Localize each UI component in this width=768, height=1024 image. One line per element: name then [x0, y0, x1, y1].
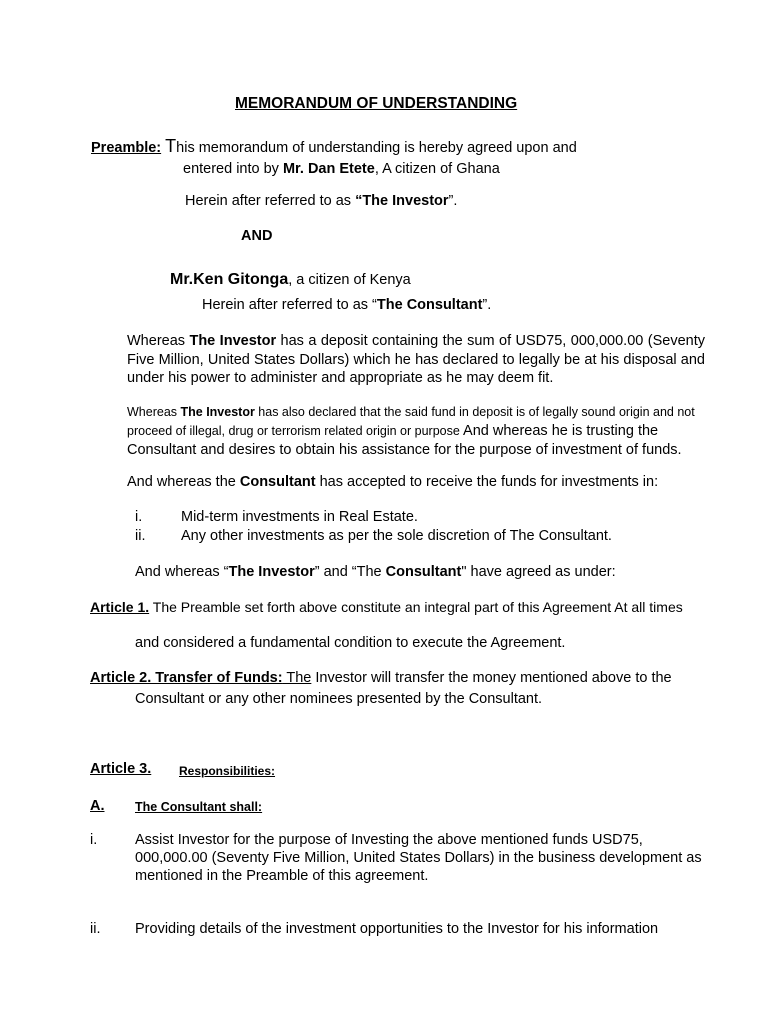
preamble-line2-pre: entered into by	[183, 161, 283, 177]
responsibility-item-number: i.	[90, 832, 98, 848]
investor-referral-pre: Herein after referred to as	[185, 193, 356, 209]
consultant-referral-pre: Herein after referred to as “	[202, 297, 377, 313]
preamble-line2-post: , A citizen of Ghana	[374, 161, 500, 177]
responsibility-item-number: ii.	[90, 921, 101, 937]
section-a-title: The Consultant shall:	[135, 800, 263, 814]
investment-item-number: ii.	[135, 528, 146, 544]
page-title: MEMORANDUM OF UNDERSTANDING	[235, 95, 518, 112]
preamble-line1-text: his memorandum of understanding is hereby agreed upon and	[176, 140, 577, 156]
article-1-line-2: and considered a fundamental condition to execute the Agreement.	[135, 635, 566, 651]
whereas1-pre: Whereas	[127, 333, 190, 349]
article-3-label: Article 3.	[90, 761, 152, 777]
article-2-line-1	[90, 669, 672, 687]
whereas2-pre: Whereas	[127, 405, 181, 419]
article-1-line-1	[90, 598, 683, 616]
whereas2-small-post: has also declared that the said fund in deposit is of legally sound origin and not proceed of illegal, drug or terrorism related origin or purpose	[127, 405, 695, 438]
whereas1-post: has a deposit containing the sum of USD75, 000,000.00 (Seventy Five Million, United States Dollars) which he has declared to legally be at his disposal and under his power to administer and appropriate as he may deem fit.	[127, 333, 705, 386]
responsibility-item-text: Providing details of the investment opportunities to the Investor for his information	[135, 921, 659, 937]
investor-referral-bold: “The Investor	[355, 193, 449, 209]
agreed-post: " have agreed as under:	[461, 564, 616, 580]
and-connector: AND	[241, 228, 273, 244]
agreed-mid: ” and “The	[314, 564, 386, 580]
whereas-accepted-line	[127, 473, 658, 491]
preamble-line-1	[91, 137, 577, 157]
investor-name: Mr. Dan Etete	[282, 161, 375, 177]
article-2-label: Article 2. Transfer of Funds:	[90, 670, 283, 686]
consultant-line	[170, 271, 411, 289]
investment-item-text: Mid-term investments in Real Estate.	[181, 509, 418, 525]
investment-item-text: Any other investments as per the sole discretion of The Consultant.	[181, 528, 612, 544]
section-a-letter: A.	[90, 798, 105, 814]
whereas3-bold: Consultant	[239, 474, 316, 490]
agreed-consultant: Consultant	[385, 564, 462, 580]
whereas3-pre: And whereas the	[127, 474, 240, 490]
consultant-name: Mr.Ken Gitonga	[170, 271, 289, 288]
agreed-investor: The Investor	[228, 564, 315, 580]
whereas2-normal-post: And whereas he is trusting the Consultant and desires to obtain his assistance for the purpose of investment of funds.	[127, 423, 682, 458]
consultant-citizen: , a citizen of Kenya	[288, 272, 411, 288]
article-2-underlined-word: The	[282, 670, 312, 686]
whereas-origin-paragraph	[127, 403, 712, 460]
consultant-referral-bold: The Consultant	[376, 297, 483, 313]
whereas-deposit-paragraph	[127, 332, 705, 388]
preamble-drop-letter: T	[165, 136, 177, 156]
article-2-text: Investor will transfer the money mentioned above to the	[311, 670, 672, 686]
whereas1-bold: The Investor	[189, 333, 277, 349]
article-1-label: Article 1.	[90, 599, 150, 615]
preamble-line-2	[183, 160, 500, 178]
agreed-pre: And whereas “	[135, 564, 229, 580]
article-3-heading: Responsibilities:	[179, 764, 276, 778]
consultant-referral-post: ”.	[482, 297, 492, 313]
agreed-line	[135, 563, 616, 581]
investment-item-number: i.	[135, 509, 143, 525]
whereas3-post: has accepted to receive the funds for investments in:	[315, 474, 659, 490]
article-1-text: The Preamble set forth above constitute an integral part of this Agreement At all times	[149, 599, 683, 615]
article-2-line-2: Consultant or any other nominees presented by the Consultant.	[135, 691, 543, 707]
investor-referral-post: ”.	[448, 193, 458, 209]
preamble-label: Preamble:	[91, 140, 162, 156]
consultant-referral	[202, 296, 491, 314]
responsibility-item-text: Assist Investor for the purpose of Investing the above mentioned funds USD75, 000,000.00 (Seventy Five Million, United States Dollars) in the business development as mentioned in the Preamble of this agreement.	[135, 832, 702, 884]
investor-referral	[185, 192, 457, 210]
whereas2-bold: The Investor	[180, 405, 255, 419]
